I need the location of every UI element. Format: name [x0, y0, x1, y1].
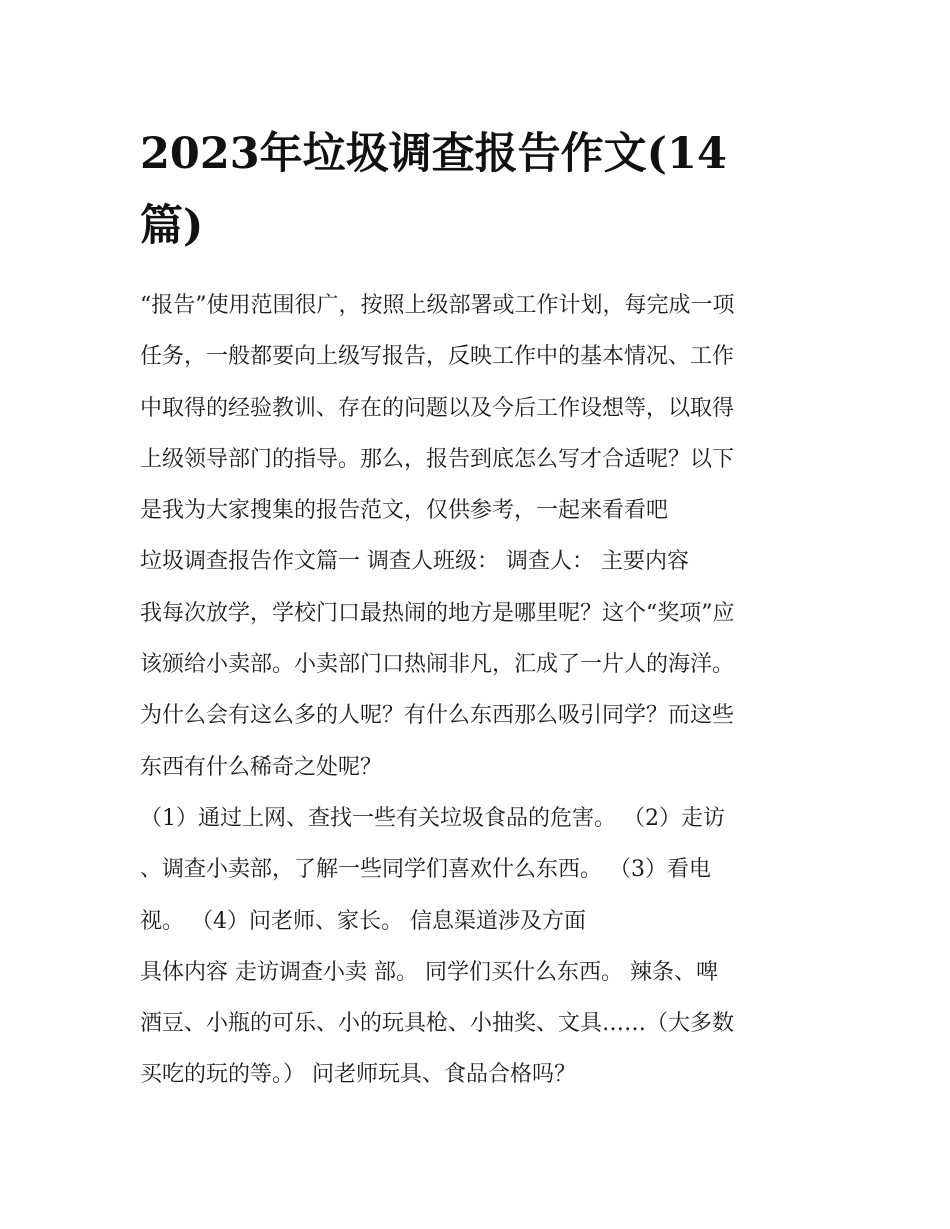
body-line: 为什么会有这么多的人呢？有什么东西那么吸引同学？而这些	[140, 703, 735, 729]
body-line: 是我为大家搜集的报告范文，仅供参考，一起来看看吧	[140, 498, 669, 524]
body-line: 买吃的玩的等。） 问老师玩具、食品合格吗？	[140, 1062, 576, 1088]
body-line: 上级领导部门的指导。那么，报告到底怎么写才合适呢？以下	[140, 446, 735, 472]
body-line: 、调查小卖部，了解一些同学们喜欢什么东西。 （3）看电	[140, 857, 711, 883]
title-line: 2023年垃圾调查报告作文(14	[140, 129, 727, 179]
body-line: 具体内容 走访调查小卖 部。 同学们买什么东西。 辣条、啤	[140, 959, 718, 985]
body-line: （1）通过上网、查找一些有关垃圾食品的危害。 （2）走访	[140, 805, 725, 831]
body-line: 任务，一般都要向上级写报告，反映工作中的基本情况、工作	[140, 344, 735, 370]
body-text	[140, 280, 820, 1101]
body-line: 我每次放学，学校门口最热闹的地方是哪里呢？这个“奖项”应	[140, 600, 735, 626]
title-line: 篇)	[140, 201, 204, 251]
body-line: 垃圾调查报告作文篇一 调查人班级： 调查人： 主要内容	[140, 549, 689, 575]
body-line: 东西有什么稀奇之处呢？	[140, 754, 383, 780]
body-line: 中取得的经验教训、存在的问题以及今后工作设想等，以取得	[140, 395, 735, 421]
page-title	[140, 118, 820, 262]
body-line: 视。 （4）问老师、家长。 信息渠道涉及方面	[140, 908, 586, 934]
body-line: 该颁给小卖部。小卖部门口热闹非凡，汇成了一片人的海洋。	[140, 652, 735, 678]
body-line: “报告”使用范围很广，按照上级部署或工作计划，每完成一项	[140, 293, 735, 318]
body-line: 酒豆、小瓶的可乐、小的玩具枪、小抽奖、文具……（大多数	[140, 1011, 735, 1037]
document-content	[140, 118, 820, 1101]
